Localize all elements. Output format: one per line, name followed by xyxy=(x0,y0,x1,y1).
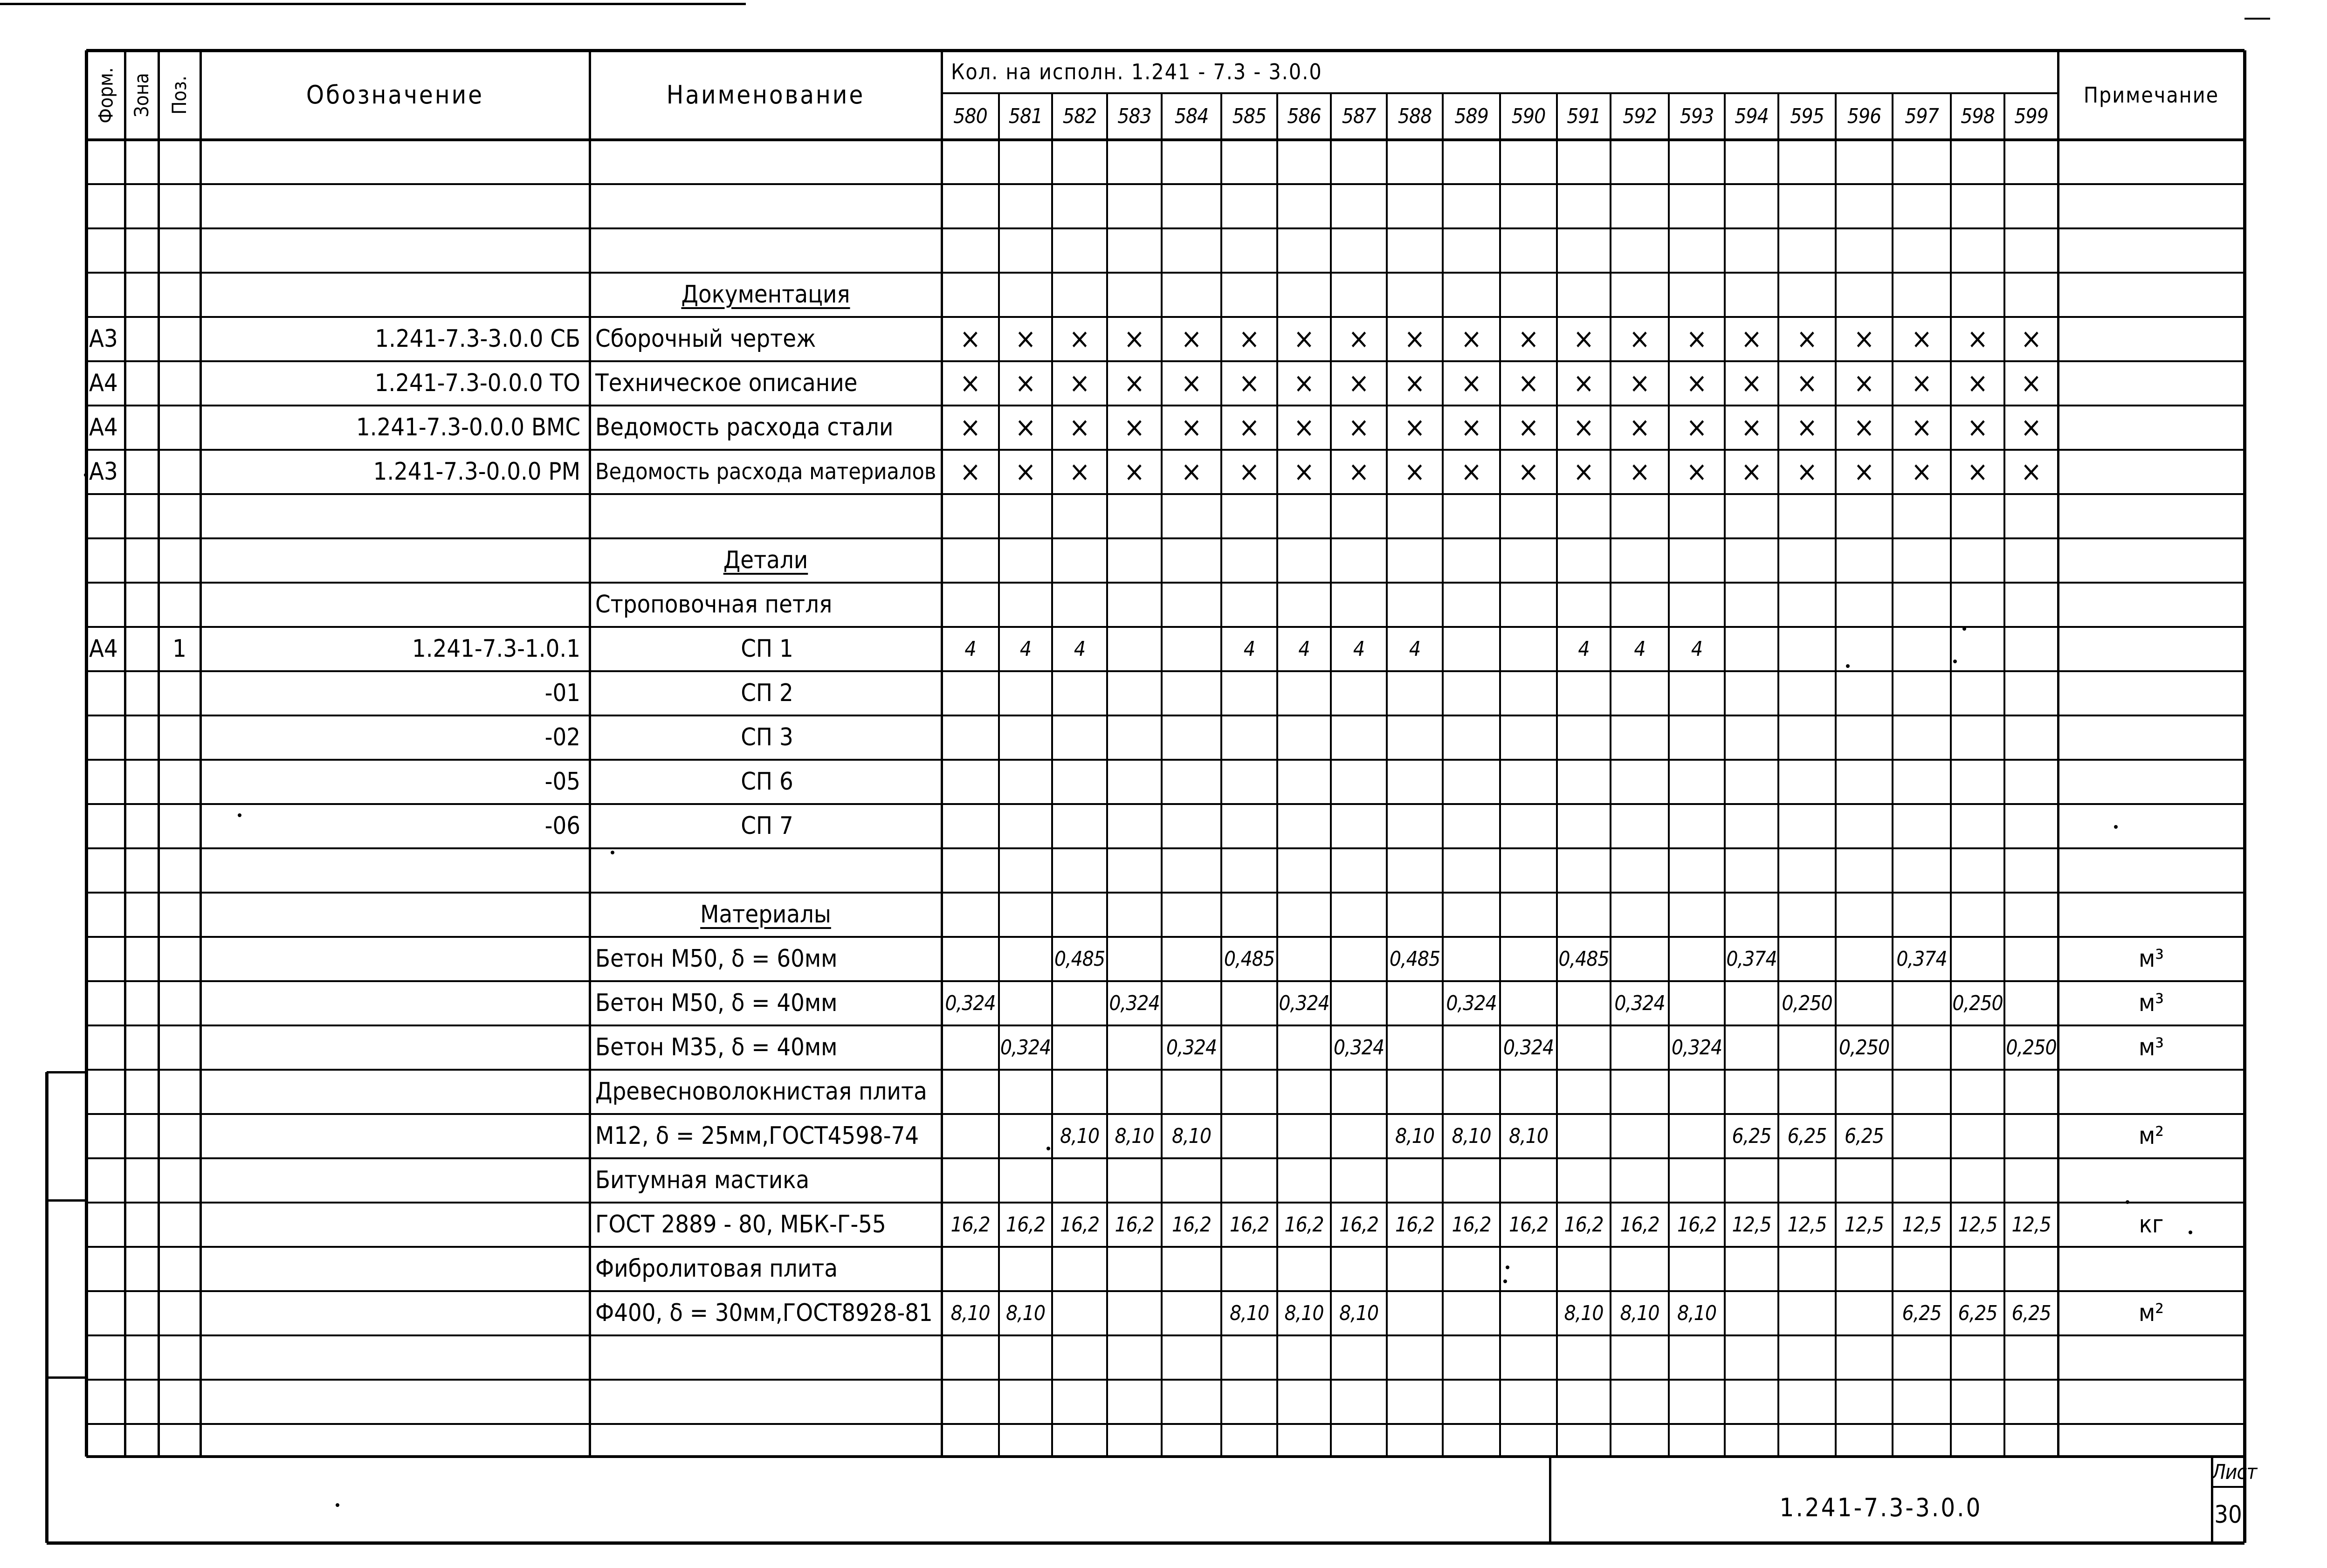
row-designation: 1.241-7.3-3.0.0 СБ xyxy=(375,325,580,353)
quantity-cell: × xyxy=(1573,323,1595,355)
quantity-cell: 4 xyxy=(1074,637,1086,661)
quantity-cell: × xyxy=(1573,455,1595,488)
quantity-cell: 12,5 xyxy=(1958,1213,1997,1237)
quantity-cell: 16,2 xyxy=(1115,1213,1154,1237)
row-name: СП 7 xyxy=(741,812,793,840)
variant-header: 598 xyxy=(1961,104,1995,128)
quantity-cell: × xyxy=(1069,323,1090,355)
quantity-cell: × xyxy=(1348,455,1370,488)
quantity-cell: × xyxy=(1911,455,1933,488)
quantity-cell: × xyxy=(1239,411,1260,444)
row-designation: 1.241-7.3-1.0.1 xyxy=(412,635,580,663)
quantity-cell: × xyxy=(1629,455,1651,488)
binding-rule xyxy=(47,1376,86,1379)
header-name: Наименование xyxy=(666,80,865,110)
header-note: Примечание xyxy=(2083,83,2219,108)
quantity-cell: 4 xyxy=(1243,637,1255,661)
column-rule xyxy=(1835,93,1837,1457)
quantity-cell: × xyxy=(1069,367,1090,399)
quantity-cell: 16,2 xyxy=(1229,1213,1269,1237)
row-designation: -06 xyxy=(544,812,580,840)
column-rule xyxy=(1161,93,1163,1457)
column-rule xyxy=(1330,93,1332,1457)
quantity-cell: × xyxy=(1573,367,1595,399)
row-name: Ф400, δ = 30мм,ГОСТ8928-81 xyxy=(595,1299,933,1327)
row-name: СП 6 xyxy=(741,768,793,796)
quantity-cell: 0,324 xyxy=(1503,1036,1554,1059)
quantity-cell: 6,25 xyxy=(1787,1124,1827,1148)
column-rule xyxy=(998,93,1000,1457)
quantity-cell: × xyxy=(1853,323,1875,355)
row-rule xyxy=(86,537,2244,539)
quantity-cell: × xyxy=(1460,411,1482,444)
quantity-cell: × xyxy=(1293,455,1315,488)
quantity-cell: × xyxy=(1518,323,1539,355)
quantity-cell: × xyxy=(1741,411,1762,444)
quantity-cell: × xyxy=(1573,411,1595,444)
scan-speck xyxy=(238,813,241,817)
scan-speck xyxy=(2114,825,2118,829)
column-rule xyxy=(1892,93,1893,1457)
quantity-cell: × xyxy=(959,323,981,355)
quantity-cell: × xyxy=(1911,411,1933,444)
quantity-cell: × xyxy=(1686,411,1707,444)
quantity-cell: 16,2 xyxy=(1284,1213,1324,1237)
quantity-cell: × xyxy=(1404,367,1425,399)
quantity-cell: × xyxy=(1853,367,1875,399)
quantity-cell: 6,25 xyxy=(2011,1301,2051,1325)
quantity-cell: × xyxy=(1629,367,1651,399)
row-rule xyxy=(86,1423,2244,1425)
variant-header: 596 xyxy=(1847,104,1881,128)
quantity-cell: × xyxy=(2020,367,2042,399)
scan-speck xyxy=(84,473,88,477)
row-form: А4 xyxy=(89,413,118,441)
row-designation: 1.241-7.3-0.0.0 ТО xyxy=(374,369,580,397)
quantity-cell: 8,10 xyxy=(1005,1301,1046,1325)
quantity-cell: 8,10 xyxy=(1171,1124,1212,1148)
quantity-cell: × xyxy=(1348,411,1370,444)
row-name: Битумная мастика xyxy=(595,1166,810,1194)
row-name: СП 2 xyxy=(741,679,793,707)
quantity-cell: 0,324 xyxy=(1000,1036,1051,1059)
quantity-cell: × xyxy=(1853,455,1875,488)
row-rule xyxy=(86,582,2244,584)
variant-header: 582 xyxy=(1062,104,1097,128)
scan-speck xyxy=(611,851,614,854)
quantity-cell: 8,10 xyxy=(1060,1124,1100,1148)
title-block-sheet-label: Лист xyxy=(2212,1460,2257,1484)
quantity-cell: 0,324 xyxy=(1279,991,1329,1015)
quantity-cell: 16,2 xyxy=(1339,1213,1379,1237)
quantity-cell: × xyxy=(1015,455,1036,488)
binding-rule xyxy=(47,1199,86,1202)
quantity-cell: × xyxy=(1123,455,1145,488)
variant-header: 584 xyxy=(1174,104,1209,128)
quantity-cell: 16,2 xyxy=(950,1213,990,1237)
quantity-cell: × xyxy=(1911,367,1933,399)
quantity-cell: 4 xyxy=(1634,637,1645,661)
quantity-cell: 8,10 xyxy=(1508,1124,1549,1148)
quantity-cell: 16,2 xyxy=(1677,1213,1717,1237)
quantity-cell: × xyxy=(1123,367,1145,399)
row-rule xyxy=(86,1379,2244,1381)
quantity-cell: × xyxy=(1404,323,1425,355)
variant-header: 597 xyxy=(1905,104,1939,128)
quantity-cell: 4 xyxy=(1691,637,1703,661)
quantity-cell: 0,485 xyxy=(1558,947,1609,971)
row-name: Бетон М35, δ = 40мм xyxy=(595,1033,838,1061)
quantity-cell: 16,2 xyxy=(1452,1213,1491,1237)
column-rule xyxy=(1610,93,1611,1457)
section-title-details: Детали xyxy=(723,546,808,574)
row-note: м³ xyxy=(2138,945,2164,973)
title-block-code: 1.241-7.3-3.0.0 xyxy=(1779,1493,1983,1522)
row-name: СП 3 xyxy=(741,723,793,751)
column-rule xyxy=(1106,93,1108,1457)
row-rule xyxy=(86,272,2244,274)
scan-speck xyxy=(2126,1200,2129,1204)
quantity-cell: × xyxy=(959,367,981,399)
row-name: М12, δ = 25мм,ГОСТ4598-74 xyxy=(595,1122,919,1150)
variant-header: 594 xyxy=(1735,104,1769,128)
quantity-cell: 8,10 xyxy=(1229,1301,1269,1325)
quantity-cell: 4 xyxy=(1409,637,1421,661)
quantity-cell: × xyxy=(1853,411,1875,444)
variant-header: 599 xyxy=(2014,104,2048,128)
quantity-cell: 0,485 xyxy=(1054,947,1105,971)
quantity-cell: × xyxy=(959,455,981,488)
quantity-cell: × xyxy=(1069,455,1090,488)
column-rule xyxy=(1499,93,1501,1457)
row-form: А4 xyxy=(89,635,118,663)
header-pos: Поз. xyxy=(168,76,191,115)
row-name: Строповочная петля xyxy=(595,591,833,619)
variant-header: 586 xyxy=(1287,104,1321,128)
variant-header: 593 xyxy=(1680,104,1714,128)
quantity-cell: × xyxy=(1967,367,1989,399)
scan-speck xyxy=(1962,627,1966,631)
scan-speck xyxy=(1846,664,1850,668)
section-title-documentation: Документация xyxy=(681,281,850,309)
quantity-cell: × xyxy=(1123,323,1145,355)
column-rule xyxy=(1442,93,1444,1457)
row-name: ГОСТ 2889 - 80, МБК-Г-55 xyxy=(595,1210,886,1238)
quantity-cell: 0,485 xyxy=(1224,947,1275,971)
row-designation: 1.241-7.3-0.0.0 РМ xyxy=(373,458,580,486)
quantity-cell: × xyxy=(1239,367,1260,399)
quantity-cell: 4 xyxy=(1353,637,1365,661)
title-block-sheet-number: 30 xyxy=(2214,1501,2242,1529)
quantity-cell: 8,10 xyxy=(1284,1301,1324,1325)
header-zone: Зона xyxy=(130,73,153,117)
quantity-cell: × xyxy=(1069,411,1090,444)
quantity-cell: × xyxy=(1181,455,1202,488)
quantity-cell: × xyxy=(1518,455,1539,488)
column-rule xyxy=(1777,93,1779,1457)
quantity-cell: 8,10 xyxy=(1339,1301,1379,1325)
row-note: м² xyxy=(2138,1122,2164,1150)
row-designation: -05 xyxy=(544,768,580,796)
row-form: А4 xyxy=(89,369,118,397)
row-name: СП 1 xyxy=(741,635,793,663)
quantity-cell: × xyxy=(1015,411,1036,444)
quantity-cell: 16,2 xyxy=(1005,1213,1046,1237)
row-note: м³ xyxy=(2138,1033,2164,1061)
quantity-cell: 12,5 xyxy=(2011,1213,2051,1237)
row-note: кг xyxy=(2139,1210,2164,1238)
column-rule xyxy=(1950,93,1952,1457)
binding-rule xyxy=(47,1071,86,1073)
row-name: Сборочный чертеж xyxy=(595,325,816,353)
column-rule xyxy=(1386,93,1388,1457)
quantity-cell: × xyxy=(1181,411,1202,444)
quantity-cell: 4 xyxy=(964,637,976,661)
quantity-cell: 6,25 xyxy=(1732,1124,1771,1148)
quantity-cell: 12,5 xyxy=(1787,1213,1827,1237)
quantity-cell: × xyxy=(1629,323,1651,355)
row-name: Бетон М50, δ = 40мм xyxy=(595,989,838,1017)
row-name: Ведомость расхода материалов xyxy=(595,459,936,485)
quantity-cell: × xyxy=(1404,411,1425,444)
quantity-cell: × xyxy=(1686,455,1707,488)
quantity-cell: × xyxy=(1686,367,1707,399)
quantity-cell: 8,10 xyxy=(1677,1301,1717,1325)
quantity-cell: × xyxy=(1293,367,1315,399)
variant-header: 595 xyxy=(1790,104,1824,128)
row-name: Фибролитовая плита xyxy=(595,1255,838,1283)
row-name: Бетон М50, δ = 60мм xyxy=(595,945,838,973)
row-note: м² xyxy=(2138,1299,2164,1327)
row-designation: 1.241-7.3-0.0.0 ВМС xyxy=(356,413,580,441)
quantity-cell: 0,250 xyxy=(1952,991,2003,1015)
variant-header: 587 xyxy=(1342,104,1376,128)
quantity-cell: 16,2 xyxy=(1395,1213,1435,1237)
column-rule xyxy=(1276,93,1278,1457)
variant-header: 589 xyxy=(1454,104,1488,128)
header-designation: Обозначение xyxy=(306,80,484,110)
quantity-cell: × xyxy=(1239,323,1260,355)
quantity-cell: 16,2 xyxy=(1508,1213,1549,1237)
scan-speck xyxy=(2189,1231,2192,1234)
variant-header: 590 xyxy=(1511,104,1546,128)
quantity-cell: × xyxy=(959,411,981,444)
quantity-cell: 12,5 xyxy=(1844,1213,1884,1237)
variant-header: 588 xyxy=(1398,104,1432,128)
quantity-cell: 0,324 xyxy=(1109,991,1160,1015)
column-rule xyxy=(1556,93,1558,1457)
quantity-cell: × xyxy=(1293,323,1315,355)
row-form: А3 xyxy=(89,325,118,353)
column-rule xyxy=(1724,93,1726,1457)
row-form: А3 xyxy=(89,458,118,486)
quantity-cell: × xyxy=(1967,411,1989,444)
row-name: Техническое описание xyxy=(595,369,858,397)
quantity-cell: × xyxy=(1239,455,1260,488)
quantity-cell: 6,25 xyxy=(1958,1301,1997,1325)
quantity-cell: × xyxy=(1796,455,1818,488)
quantity-cell: 6,25 xyxy=(1844,1124,1884,1148)
quantity-cell: 8,10 xyxy=(950,1301,990,1325)
quantity-cell: 8,10 xyxy=(1564,1301,1604,1325)
header-form: Форм. xyxy=(94,67,117,124)
quantity-cell: 0,374 xyxy=(1896,947,1947,971)
variant-header: 591 xyxy=(1567,104,1601,128)
frame-bottom xyxy=(47,1541,2244,1545)
scan-speck xyxy=(336,1503,339,1507)
row-note: м³ xyxy=(2138,989,2164,1017)
quantity-cell: 0,324 xyxy=(945,991,996,1015)
quantity-cell: × xyxy=(1741,455,1762,488)
quantity-cell: 0,324 xyxy=(1614,991,1665,1015)
row-rule xyxy=(86,892,2244,894)
quantity-cell: 6,25 xyxy=(1902,1301,1941,1325)
header-quantity: Кол. на исполн. 1.241 - 7.3 - 3.0.0 xyxy=(951,59,1322,84)
scan-speck xyxy=(1503,1279,1507,1283)
quantity-cell: × xyxy=(1460,455,1482,488)
quantity-cell: 4 xyxy=(1019,637,1032,661)
column-rule xyxy=(2003,93,2005,1457)
row-designation: -02 xyxy=(544,723,580,751)
binding-edge xyxy=(45,1072,48,1543)
quantity-cell: × xyxy=(1460,323,1482,355)
quantity-cell: 0,324 xyxy=(1446,991,1497,1015)
row-designation: -01 xyxy=(544,679,580,707)
top-trim-line xyxy=(0,3,746,5)
quantity-cell: × xyxy=(1348,323,1370,355)
quantity-cell: 0,374 xyxy=(1726,947,1777,971)
quantity-cell: × xyxy=(1796,323,1818,355)
quantity-cell: × xyxy=(1796,411,1818,444)
quantity-cell: × xyxy=(1911,323,1933,355)
quantity-cell: × xyxy=(1518,411,1539,444)
row-rule xyxy=(86,227,2244,229)
quantity-cell: 8,10 xyxy=(1620,1301,1659,1325)
quantity-cell: 8,10 xyxy=(1115,1124,1154,1148)
row-position: 1 xyxy=(172,635,186,663)
row-name: Древесноволокнистая плита xyxy=(595,1078,927,1106)
quantity-cell: × xyxy=(1348,367,1370,399)
table-bottom-rule xyxy=(86,1455,2244,1458)
quantity-cell: 4 xyxy=(1298,637,1310,661)
column-rule xyxy=(1668,93,1670,1457)
quantity-cell: 0,324 xyxy=(1166,1036,1217,1059)
row-rule xyxy=(86,183,2244,185)
variant-header: 580 xyxy=(953,104,987,128)
quantity-cell: 16,2 xyxy=(1171,1213,1212,1237)
quantity-cell: × xyxy=(1181,367,1202,399)
quantity-cell: 12,5 xyxy=(1732,1213,1771,1237)
quantity-cell: 0,250 xyxy=(2006,1036,2057,1059)
quantity-cell: × xyxy=(1181,323,1202,355)
quantity-cell: × xyxy=(1967,455,1989,488)
quantity-cell: 16,2 xyxy=(1060,1213,1100,1237)
quantity-cell: × xyxy=(1460,367,1482,399)
quantity-cell: 8,10 xyxy=(1395,1124,1435,1148)
quantity-cell: 4 xyxy=(1578,637,1590,661)
quantity-cell: × xyxy=(1796,367,1818,399)
quantity-cell: × xyxy=(2020,455,2042,488)
quantity-cell: × xyxy=(2020,411,2042,444)
column-rule xyxy=(1220,93,1222,1457)
quantity-cell: × xyxy=(1967,323,1989,355)
quantity-cell: 8,10 xyxy=(1452,1124,1491,1148)
quantity-cell: × xyxy=(1741,323,1762,355)
section-title-materials: Материалы xyxy=(700,901,831,928)
scan-speck xyxy=(1506,1265,1509,1269)
variant-header: 592 xyxy=(1623,104,1657,128)
quantity-cell: × xyxy=(1015,367,1036,399)
column-rule xyxy=(1051,93,1053,1457)
quantity-cell: × xyxy=(1404,455,1425,488)
quantity-cell: × xyxy=(1741,367,1762,399)
quantity-cell: × xyxy=(1293,411,1315,444)
quantity-cell: × xyxy=(2020,323,2042,355)
quantity-cell: 0,324 xyxy=(1671,1036,1722,1059)
quantity-cell: 16,2 xyxy=(1564,1213,1604,1237)
quantity-cell: 16,2 xyxy=(1620,1213,1659,1237)
quantity-cell: 12,5 xyxy=(1902,1213,1941,1237)
page-label xyxy=(2256,0,2317,37)
quantity-cell: × xyxy=(1123,411,1145,444)
variant-header: 581 xyxy=(1008,104,1043,128)
scan-speck xyxy=(1953,660,1957,663)
variant-header: 585 xyxy=(1232,104,1267,128)
quantity-cell: × xyxy=(1518,367,1539,399)
quantity-cell: × xyxy=(1686,323,1707,355)
row-name: Ведомость расхода стали xyxy=(595,413,894,441)
variant-header: 583 xyxy=(1117,104,1151,128)
quantity-cell: 0,324 xyxy=(1333,1036,1384,1059)
quantity-cell: 0,250 xyxy=(1838,1036,1890,1059)
quantity-cell: 0,485 xyxy=(1389,947,1440,971)
quantity-cell: × xyxy=(1629,411,1651,444)
scan-speck xyxy=(1046,1147,1050,1150)
quantity-cell: × xyxy=(1015,323,1036,355)
quantity-cell: 0,250 xyxy=(1782,991,1832,1015)
